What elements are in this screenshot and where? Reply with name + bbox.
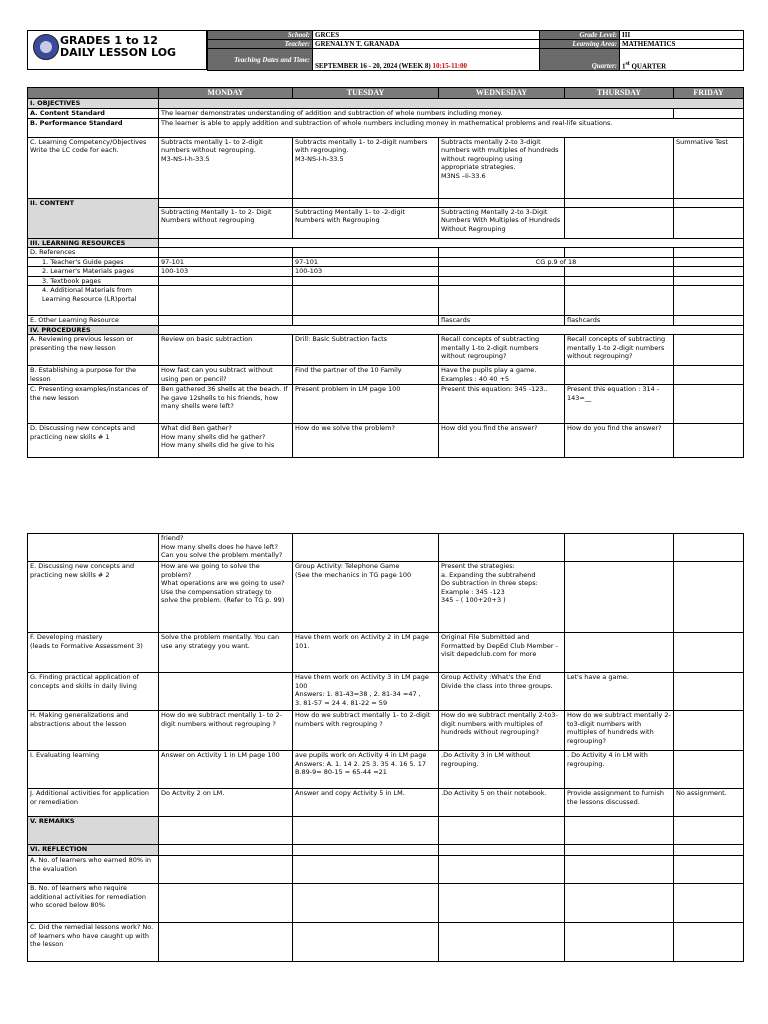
procedures-heading: IV. PROCEDURES	[28, 325, 159, 335]
procedure-i-wednesday: .Do Activity 3 in LM without regrouping.	[439, 751, 565, 789]
procedure-d-cont-thursday	[565, 534, 674, 562]
teachers-guide-monday: 97-101	[159, 257, 293, 267]
procedure-i-tuesday: ave pupils work on Activity 4 in LM page Answers: A. 1. 14 2. 25 3. 35 4. 16 5. 17 B.89-9= 80-15 = 65-44 =21	[293, 751, 439, 789]
school-value: GRCES	[313, 31, 540, 40]
procedure-c-thursday: Present this equation : 314 - 143=__	[565, 385, 674, 424]
procedure-e-monday: How are we going to solve the problem? What operations are we going to use? Use the compensation strategy to solve the problem. (Refer to TG p. 99)	[159, 562, 293, 633]
procedure-j-thursday: Provide assignment to furnish the lessons discussed.	[565, 789, 674, 817]
procedure-h-label: H. Making generalizations and abstractions about the lesson	[28, 711, 159, 751]
remarks-monday	[159, 817, 293, 845]
procedure-d-monday-continued: friend? How many shells does he have left? Can you solve the problem mentally?	[159, 534, 293, 562]
resources-heading-fill	[159, 238, 744, 248]
reflection-monday	[159, 845, 293, 856]
reflection-b-tuesday	[293, 884, 439, 923]
procedure-j-label: J. Additional activities for application or remediation	[28, 789, 159, 817]
quarter-label: Quarter:	[540, 49, 620, 71]
content-heading: II. CONTENT	[28, 198, 159, 238]
procedure-g-thursday: Let's have a game.	[565, 673, 674, 711]
day-header-wednesday: WEDNESDAY	[439, 88, 565, 99]
procedure-g-label: G. Finding practical application of concepts and skills in daily living	[28, 673, 159, 711]
objectives-heading-fill	[159, 99, 744, 109]
procedure-b-friday	[674, 366, 744, 385]
reflection-thursday	[565, 845, 674, 856]
references-friday	[674, 248, 744, 258]
procedure-d-label: D. Discussing new concepts and practicing new skills # 1	[28, 424, 159, 458]
procedure-e-wednesday: Present the strategies: a. Expanding the subtrahend Do subtraction in three steps: Example : 345 -123 345 – ( 100+20+3 )	[439, 562, 565, 633]
procedure-h-thursday: How do we subtract mentally 2-to3-digit numbers with multiples of hundreds with regrouping?	[565, 711, 674, 751]
quarter-suffix: st	[625, 60, 630, 67]
reflection-tuesday	[293, 845, 439, 856]
procedure-b-label: B. Establishing a purpose for the lesson	[28, 366, 159, 385]
procedure-j-friday: No assignment.	[674, 789, 744, 817]
competency-tuesday: Subtracts mentally 1- to 2-digit numbers with regrouping. M3-NS-I-h-33.5	[293, 137, 439, 198]
dates-label: Teaching Dates and Time:	[208, 49, 313, 71]
procedure-g-wednesday: Group Activity :What's the End Divide the class into three groups.	[439, 673, 565, 711]
reflection-wednesday	[439, 845, 565, 856]
procedure-h-monday: How do we subtract mentally 1- to 2-digit numbers without regrouping ?	[159, 711, 293, 751]
content-friday	[674, 207, 744, 238]
competency-monday: Subtracts mentally 1- to 2-digit numbers without regrouping. M3-NS-I-h-33.5	[159, 137, 293, 198]
header-info-table	[207, 30, 744, 71]
procedure-e-label: E. Discussing new concepts and practicing new skills # 2	[28, 562, 159, 633]
day-header-tuesday: TUESDAY	[293, 88, 439, 99]
procedure-e-friday	[674, 562, 744, 633]
grade-label: Grade Level:	[540, 31, 620, 40]
textbook-label: 3. Textbook pages	[28, 276, 159, 286]
learners-materials-thursday	[565, 267, 674, 277]
procedure-c-label: C. Presenting examples/instances of the new lesson	[28, 385, 159, 424]
procedure-a-label: A. Reviewing previous lesson or presenting the new lesson	[28, 335, 159, 366]
reflection-heading: VI. REFLECTION	[28, 845, 159, 856]
procedure-c-friday	[674, 385, 744, 424]
procedure-j-monday: Do Actvity 2 on LM.	[159, 789, 293, 817]
reflection-a-label: A. No. of learners who earned 80% in the evaluation	[28, 856, 159, 884]
reflection-a-friday	[674, 856, 744, 884]
procedure-a-thursday: Recall concepts of subtracting mentally 1-to 2-digit numbers without regrouping?	[565, 335, 674, 366]
reflection-b-label: B. No. of learners who require additional activities for remediation who scored below 80%	[28, 884, 159, 923]
deped-seal-icon	[33, 34, 59, 60]
reflection-a-monday	[159, 856, 293, 884]
additional-friday	[674, 286, 744, 316]
performance-standard-label: B. Performance Standard	[28, 118, 159, 137]
teachers-guide-tuesday: 97-101	[293, 257, 439, 267]
procedure-g-friday	[674, 673, 744, 711]
procedure-g-tuesday: Have them work on Activity 3 in LM page 100 Answers: 1. 81-43=38 , 2. 81-34 =47 , 3. 81-57 = 24 4. 81-22 = 59	[293, 673, 439, 711]
content-spacer-5	[674, 198, 744, 207]
remarks-thursday	[565, 817, 674, 845]
procedure-c-wednesday: Present this equation: 345 -123..	[439, 385, 565, 424]
procedure-e-tuesday: Group Activity: Telephone Game (See the mechanics in TG page 100	[293, 562, 439, 633]
reflection-a-wednesday	[439, 856, 565, 884]
procedure-i-label: I. Evaluating learning	[28, 751, 159, 789]
other-resource-monday	[159, 316, 293, 326]
content-standard-text: The learner demonstrates understanding of addition and subtraction of whole numbers including money.	[159, 108, 674, 118]
procedure-b-tuesday: Find the partner of the 10 Family	[293, 366, 439, 385]
other-resource-friday	[674, 316, 744, 326]
procedure-h-friday	[674, 711, 744, 751]
additional-tuesday	[293, 286, 439, 316]
reflection-a-tuesday	[293, 856, 439, 884]
competency-label: C. Learning Competency/Objectives Write the LC code for each.	[28, 137, 159, 198]
learners-materials-friday	[674, 267, 744, 277]
procedure-b-thursday	[565, 366, 674, 385]
procedure-j-tuesday: Answer and copy Activity 5 in LM.	[293, 789, 439, 817]
reflection-c-label: C. Did the remedial lessons work? No. of learners who have caught up with the lesson	[28, 923, 159, 962]
procedure-a-friday	[674, 335, 744, 366]
performance-standard-text: The learner is able to apply addition and subtraction of whole numbers including money in mathematical problems and real-life situations.	[159, 118, 744, 137]
procedure-i-friday	[674, 751, 744, 789]
additional-wednesday	[439, 286, 565, 316]
references-monday	[159, 248, 293, 258]
procedure-d-monday: What did Ben gather? How many shells did he gather? How many shells did he give to his	[159, 424, 293, 458]
day-header-friday: FRIDAY	[674, 88, 744, 99]
textbook-monday	[159, 276, 293, 286]
learners-materials-tuesday: 100-103	[293, 267, 439, 277]
time-value: 10:15-11:00	[432, 62, 468, 70]
remarks-heading: V. REMARKS	[28, 817, 159, 845]
reflection-b-friday	[674, 884, 744, 923]
procedure-d-friday	[674, 424, 744, 458]
procedure-c-monday: Ben gathered 36 shells at the beach. If he gave 12shells to his friends, how many shells were left?	[159, 385, 293, 424]
procedure-f-friday	[674, 633, 744, 673]
other-resource-tuesday	[293, 316, 439, 326]
references-wednesday	[439, 248, 565, 258]
remarks-wednesday	[439, 817, 565, 845]
procedure-d-wednesday: How did you find the answer?	[439, 424, 565, 458]
procedure-d-cont-tuesday	[293, 534, 439, 562]
other-resource-label: E. Other Learning Resource	[28, 316, 159, 326]
objectives-heading: I. OBJECTIVES	[28, 99, 159, 109]
dates-value: SEPTEMBER 16 - 20, 2024 (WEEK 8)	[315, 62, 431, 70]
teachers-guide-friday	[674, 257, 744, 267]
procedure-d-tuesday: How do we solve the problem?	[293, 424, 439, 458]
procedure-h-tuesday: How do we subtract mentally 1- to 2-digit numbers with regrouping ?	[293, 711, 439, 751]
procedure-f-tuesday: Have them work on Activity 2 in LM page 101.	[293, 633, 439, 673]
area-label: Learning Area:	[540, 40, 620, 49]
title-line-2: DAILY LESSON LOG	[60, 46, 177, 59]
procedure-h-wednesday: How do we subtract mentally 2-to3-digit numbers with multiples of hundreds without regrouping?	[439, 711, 565, 751]
procedure-f-wednesday: Original File Submitted and Formatted by DepEd Club Member - visit depedclub.com for more	[439, 633, 565, 673]
textbook-wednesday	[439, 276, 565, 286]
area-value: MATHEMATICS	[620, 40, 744, 49]
textbook-friday	[674, 276, 744, 286]
procedure-a-wednesday: Recall concepts of subtracting mentally 1-to 2-digit numbers without regrouping?	[439, 335, 565, 366]
additional-monday	[159, 286, 293, 316]
content-thursday	[565, 207, 674, 238]
competency-wednesday: Subtracts mentally 2-to 3-digit numbers with multiples of hundreds without regrouping using appropriate strategies. M3NS –Ii-33.6	[439, 137, 565, 198]
teachers-guide-wed-thu: CG p.9 of 18	[439, 257, 674, 267]
lesson-log-table-page-1	[27, 87, 744, 458]
procedure-j-wednesday: .Do Activity 5 on their notebook.	[439, 789, 565, 817]
remarks-friday	[674, 817, 744, 845]
textbook-tuesday	[293, 276, 439, 286]
procedure-b-monday: How fast can you subtract without using pen or pencil?	[159, 366, 293, 385]
dates-cell	[313, 49, 540, 71]
content-standard-label: A. Content Standard	[28, 108, 159, 118]
additional-thursday	[565, 286, 674, 316]
grade-value: III	[620, 31, 744, 40]
learners-materials-wednesday	[439, 267, 565, 277]
reflection-c-wednesday	[439, 923, 565, 962]
day-header-blank	[28, 88, 159, 99]
content-spacer-4	[565, 198, 674, 207]
school-label: School:	[208, 31, 313, 40]
reflection-c-tuesday	[293, 923, 439, 962]
procedure-f-monday: Solve the problem mentally. You can use any strategy you want.	[159, 633, 293, 673]
reflection-friday	[674, 845, 744, 856]
procedure-d-cont-wednesday	[439, 534, 565, 562]
procedure-c-tuesday: Present problem in LM page 100	[293, 385, 439, 424]
procedure-d-thursday: How do you find the answer?	[565, 424, 674, 458]
procedure-a-tuesday: Drill: Basic Subtraction facts	[293, 335, 439, 366]
day-header-thursday: THURSDAY	[565, 88, 674, 99]
procedure-a-monday: Review on basic subtraction	[159, 335, 293, 366]
procedure-d-cont-friday	[674, 534, 744, 562]
reflection-b-monday	[159, 884, 293, 923]
reflection-b-thursday	[565, 884, 674, 923]
reflection-c-friday	[674, 923, 744, 962]
procedure-i-monday: Answer on Activity 1 in LM page 100	[159, 751, 293, 789]
teachers-guide-label: 1. Teacher's Guide pages	[28, 257, 159, 267]
content-tuesday: Subtracting Mentally 1- to -2-digit Numbers with Regrouping	[293, 207, 439, 238]
learners-materials-monday: 100-103	[159, 267, 293, 277]
content-spacer-3	[439, 198, 565, 207]
competency-thursday	[565, 137, 674, 198]
quarter-value	[620, 49, 744, 71]
content-standard-friday	[674, 108, 744, 118]
reflection-c-monday	[159, 923, 293, 962]
references-label: D. References	[28, 248, 159, 258]
remarks-tuesday	[293, 817, 439, 845]
content-monday: Subtracting Mentally 1- to 2- Digit Numbers without regrouping	[159, 207, 293, 238]
other-resource-wednesday: flascards	[439, 316, 565, 326]
references-tuesday	[293, 248, 439, 258]
content-wednesday: Subtracting Mentally 2-to 3-Digit Numbers With Multiples of Hundreds Without Regrouping	[439, 207, 565, 238]
resources-heading: III. LEARNING RESOURCES	[28, 238, 159, 248]
competency-friday: Summative Test	[674, 137, 744, 198]
procedure-d-cont-label	[28, 534, 159, 562]
content-spacer-1	[159, 198, 293, 207]
teacher-value: GRENALYN T. GRANADA	[313, 40, 540, 49]
learners-materials-label: 2. Learner's Materials pages	[28, 267, 159, 277]
additional-materials-label: 4. Additional Materials from Learning Resource (LR)portal	[28, 286, 159, 316]
procedures-heading-fill	[159, 325, 744, 335]
quarter-text: QUARTER	[629, 62, 667, 70]
quarter-number: 1	[622, 62, 626, 70]
reflection-a-thursday	[565, 856, 674, 884]
references-thursday	[565, 248, 674, 258]
procedure-f-label: F. Developing mastery (leads to Formative Assessment 3)	[28, 633, 159, 673]
day-header-monday: MONDAY	[159, 88, 293, 99]
reflection-c-thursday	[565, 923, 674, 962]
procedure-b-wednesday: Have the pupils play a game. Examples : 40 40 +5	[439, 366, 565, 385]
title-line-1: GRADES 1 to 12	[60, 34, 158, 47]
reflection-b-wednesday	[439, 884, 565, 923]
content-spacer-2	[293, 198, 439, 207]
lesson-log-table-page-2	[27, 533, 744, 962]
teacher-label: Teacher:	[208, 40, 313, 49]
procedure-i-thursday: . Do Activity 4 in LM with regrouping.	[565, 751, 674, 789]
procedure-g-monday	[159, 673, 293, 711]
procedure-e-thursday	[565, 562, 674, 633]
procedure-f-thursday	[565, 633, 674, 673]
other-resource-thursday: flashcards	[565, 316, 674, 326]
textbook-thursday	[565, 276, 674, 286]
